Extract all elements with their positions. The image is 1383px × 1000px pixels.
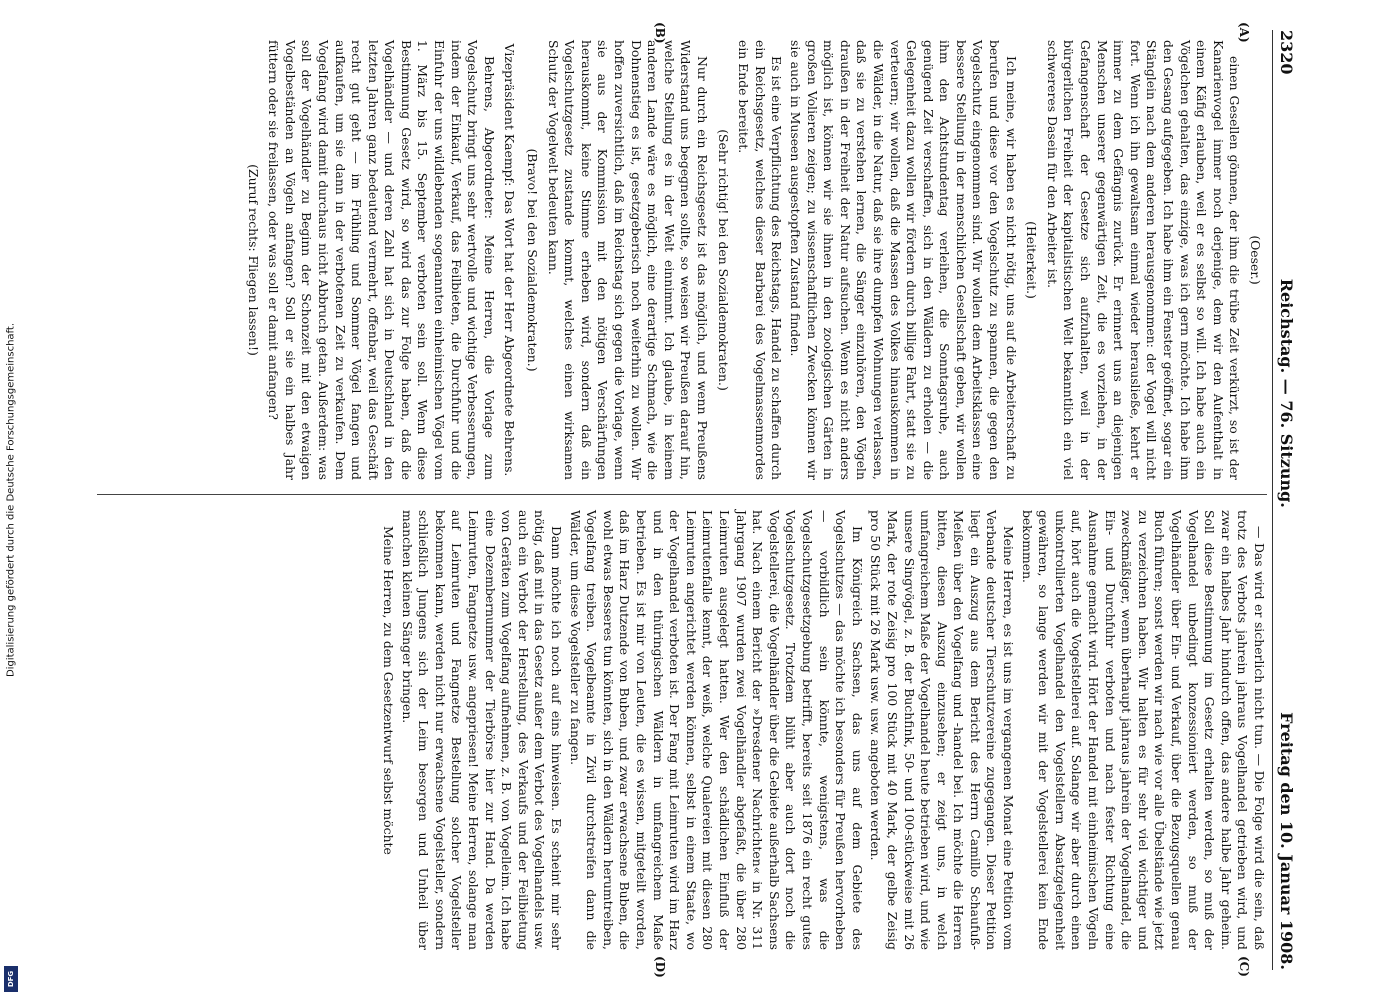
- right-column: [87, 510, 1267, 950]
- page-number: 2320: [1276, 30, 1296, 75]
- page-header: [1272, 30, 1307, 970]
- left-column: [87, 40, 1267, 480]
- speaker-tag: (Oeser.): [1247, 235, 1263, 285]
- interjection: (Sehr richtig! bei den Sozialdemokraten.): [715, 129, 731, 391]
- margin-marker-c: (C): [1236, 956, 1251, 977]
- paragraph: Meine Herren, es ist uns im vergangenen Monat eine Petition vom Verbande deutscher Tierschutzvereine zugegangen. Dieser Petition liegt ein Auszug aus dem Bericht des Herrn Camillo Schaufuß-Meißen über den Vogelfang und -handel bei. Ich möchte die Herren bitten, diesen Auszug einzusehen; er zeigt uns, in welch umfangreichem Maße der Vogelhandel heute betrieben wird, und wie unsere Singvögel, z. B. der Buchfink, 50- und 100-stückweise mit 26 Mark, der rote Zeisig pro 100 Stück mit 40 Mark, der gelbe Zeisig pro 50 Stück mit 26 Mark usw. usw. angeboten werden.: [867, 510, 1016, 950]
- credit-text: Digitalisierung gefördert durch die Deutsche Forschungsgemeinschaft.: [5, 322, 17, 678]
- paragraph: Nur durch ein Reichsgesetz ist das möglich, und wenn Preußens Widerstand uns begegnen sollte, so weisen wir Preußen darauf hin, welche Stellung es in der Welt einnimmt. Ich glaube, in keinem anderen Lande wäre es möglich, eine derartige Schmach, wie die Dohnenstieg es ist, gesetzgeberisch noch weiterhin zu wollen. Wir hoffen zuversichtlich, daß im Reichstag sich gegen die Vorlage, wenn sie aus der Kommission mit den nötigen Verschärfungen herauskommt, keine Stimme erheben wird, sondern daß ein Vogelschutzgesetz zustande kommt, welches einen wirksamen Schutz der Vogelwelt bedeuten kann.: [545, 40, 710, 480]
- president-statement: Vizepräsident Kaempf: Das Wort hat der Herr Abgeordnete Behrens.: [501, 43, 517, 477]
- paragraph: Dann möchte ich noch auf eins hinweisen. Es scheint mir sehr nötig, daß mit in das Gesetz außer dem Verbot des Vogelhandels usw. auch ein Verbot der Herstellung, des Verkaufs und der Feilbietung von Geräten zum Vogelfang aufnehmen, z. B. von Vogelleim. Ich habe eine Dezembernummer der Tierbörse hier zur Hand. Da werden Leimruten, Fangnetze usw. angepriesen! Meine Herren, solange man auf Leimruten und Fangnetze Bestellung solcher Vogelsteller bekommen kann, werden nicht nur erwachsene Vogelsteller, sondern schließlich Jungens sich der Leim besorgen und Unheil über manchen kleinen Sänger bringen.: [399, 510, 564, 950]
- column-divider: [97, 494, 1267, 495]
- margin-marker-a: (A): [1236, 22, 1251, 43]
- margin-marker-b: (B): [652, 22, 667, 44]
- paragraph: Meine Herren, zu dem Gesetzentwurf selbst möchte: [380, 526, 396, 855]
- interjection: (Zuruf rechts: Fliegen lassen!): [245, 164, 261, 356]
- paragraph: einen Gesellen gönnen, der ihm die trübe Zeit verkürzt, so ist der Kanarienvogel immer noch derjenige, dem wir den Aufenthalt in einem Käfig erlauben, weil er es selbst so will. Ich habe auch ein Vögelchen gehalten, das einzige, was ich gern möchte. Ich habe ihm den Gesang aufgegeben. Ich habe ihm ein Fenster geöffnet, sogar ein Stänglein nach dem anderen herausgenommen: der Vogel will nicht fort. Wenn ich ihn gewaltsam einmal wieder herausließe, kehrt er immer zu dem Gefängnis zurück. Er erinnert uns an diejenigen Menschen unserer gegenwärtigen Zeit, die es vorziehen, in der Gefangenschaft der Gesetze sich aufzuhalten, weil in der bürgerlichen Freiheit der kapitalistischen Welt bekanntlich ein viel schwereres Dasein für den Arbeiter ist.: [1044, 40, 1242, 480]
- paragraph: Es ist eine Verpflichtung des Reichstags, Handel zu schaffen durch ein Reichsgesetz, welches dieser Barbarei des Vogelmassenmordes ein Ende bereitet.: [735, 40, 784, 480]
- paragraph: Ich meine, wir haben es nicht nötig, uns auf die Arbeiterschaft zu berufen und diese vor den Vogelschutz zu spannen, die gegen den Vogelschutz eingenommen sind. Wir wollen dem Arbeitsklassen eine bessere Stellung in der menschlichen Gesellschaft geben, wir wollen ihm den Achtstundentag verleihen, die Sonntagsruhe, auch genügend Zeit verschaffen, sich in den Wäldern zu erholen — die Gelegenheit dazu wollen wir fördern durch billige Fahrt, statt sie zu verteuern; wir wollen, daß die Massen des Volkes hinauskommen in die Wälder, in die Natur, daß sie ihre dumpfen Wohnungen verlassen, daß sie zu verstehen lernen, die Sänger einzuhören, den Vögeln draußen in der Freiheit der Natur aufsuchen. Wenn es nicht anders möglich ist, können wir sie ihnen in den zoologischen Gärten in großen Volieren zeigen; zu wissenschaftlichen Zwecken können wir sie auch in Museen ausgestopften Zustand finden.: [787, 40, 1019, 480]
- paragraph: Behrens, Abgeordneter: Meine Herren, die Vorlage zum Vogelschutz bringt uns sehr wertvolle und wichtige Verbesserungen, indem der Einkauf, Verkauf, das Feilbieten, die Durchfuhr und die Einfuhr der uns wildlebenden sogenannten einheimischen Vögel vom 1. März bis 15. September verboten sein soll. Wenn diese Bestimmung Gesetz wird, so wird das zur Folge haben, daß die Vogelhändler — und deren Zahl hat sich in Deutschland in den letzten Jahren ganz bedeutend vermehrt, offenbar, weil das Geschäft recht gut geht — im Frühling und Sommer Vögel fangen und aufkaufen, um sie dann in der verbotenen Zeit zu verkaufen. Dem Vogelfang wird damit durchaus nicht Abbruch getan. Außerdem: was soll der Vogelhändler zu Beginn der Schonzeit mit den etwaigen Vogelbeständen an Vögeln anfangen? Soll er sie ein halbes Jahr füttern oder sie freilassen, oder was soll er damit anfangen?: [265, 40, 497, 480]
- dfg-logo: DFG: [4, 966, 18, 992]
- margin-marker-d: (D): [652, 956, 667, 978]
- digitization-credit: [0, 0, 22, 1000]
- running-title: Reichstag. — 76. Sitzung.: [1276, 278, 1296, 508]
- interjection: (Heiterkeit.): [1023, 221, 1039, 299]
- paragraph: — Das wird er sicherlich nicht tun. — Die Folge wird die sein, daß trotz des Verbots jahrein jahraus Vogelhandel getrieben wird, und zwar ein halbes Jahr hindurch offen, das andere halbe Jahr geheim. Soll diese Bestimmung im Gesetz erhalten werden, so muß der Vogelhandel unbedingt konzessioniert werden, so muß der Vogelhändler über Ein- und Verkauf, über die Bezugsquellen genau Buch führen; sonst werden wir nach wie vor alle Übelstände wie jetzt zu verzeichnen haben. Wir halten es für sehr viel wichtiger und zweckmäßiger, wenn überhaupt jahraus jahrein der Vogelhandel, die Ein- und Durchfuhr verboten und nach fester Richtung eine Ausnahme gemacht wird. Hört der Handel mit einheimischen Vögeln auf, hört auch die Vogelstellerei auf. Solange wir aber durch einen unkontrollierten Vogelhandel den Vogelstellern Absatzgelegenheit gewähren, so lange werden wir mit der Vogelstellerei kein Ende bekommen.: [1019, 510, 1267, 950]
- session-date: Freitag den 10. Januar 1908.: [1276, 712, 1296, 970]
- interjection: (Bravo! bei den Sozialdemokraten.): [524, 148, 540, 372]
- paragraph: Im Königreich Sachsen, das uns auf dem Gebiete des Vogelschutzes — das möchte ich besonders für Preußen hervorheben — vorbildlich sein könnte, wenigstens, was die Vogelschutzgesetzgebung betrifft, bereits seit 1876 ein recht gutes Vogelschutzgesetz. Trotzdem blüht aber auch dort noch die Vogelstellerei, die Vogelhändler über die Gebiete außerhalb Sachsens hat. Nach einem Bericht der »Dresdener Nachrichten« in Nr. 311 Jahrgang 1907 wurden zwei Vogelhändler abgefaßt, die über 280 Leimruten ausgelegt hatten. Wer den schädlichen Einfluß der Leimrutenfalle kennt, der weiß, welche Qualereien mit diesen 280 Leimruten angerichtet werden können, selbst in einem Staate, wo der Vogelhandel verboten ist. Der Fang mit Leimruten wird im Harz und in den thüringischen Wäldern in umfangreichem Maße betrieben. Es ist mir von Leuten, die es wissen, mitgeteilt worden, daß im Harz Dutzende von Buben, und zwar erwachsene Buben, die wohl etwas Besseres tun könnten, sich in den Wäldern herumtreiben, Vogelfang treiben. Vogelbeamte in Zivil durchstreifen dann die Wälder, um diese Vogelsteller zu fangen.: [567, 510, 865, 950]
- scanned-page: [77, 20, 1307, 980]
